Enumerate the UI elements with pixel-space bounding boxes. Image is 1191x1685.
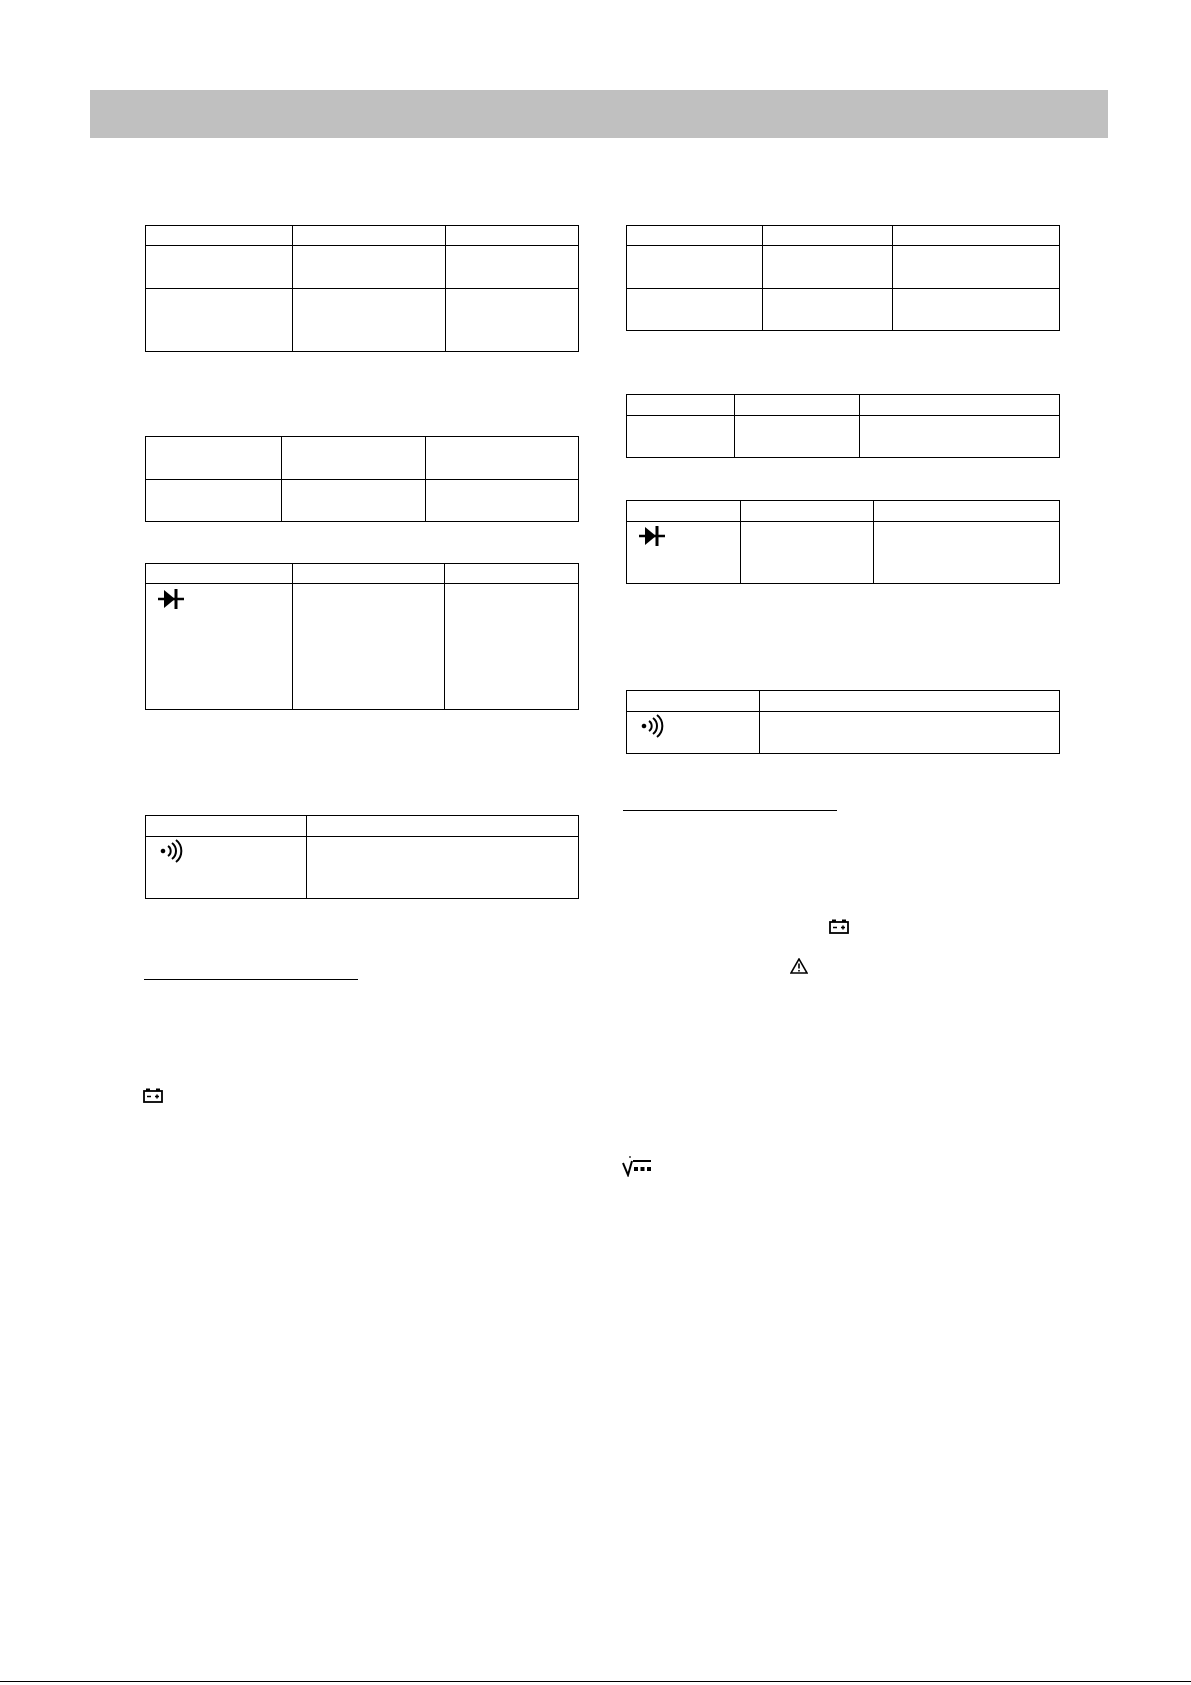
table-header-row — [146, 564, 579, 584]
table-row — [146, 480, 579, 522]
table-cell — [627, 712, 760, 754]
table-cell — [293, 584, 445, 710]
section-heading-underline-left — [144, 979, 358, 980]
table-cell — [893, 246, 1060, 289]
table-row — [146, 246, 579, 289]
table-cell — [293, 289, 446, 352]
table-cell — [146, 226, 293, 246]
table-cell — [627, 395, 735, 416]
table-header-row — [627, 226, 1060, 246]
spec-table-right-1 — [626, 225, 1060, 331]
table-cell — [763, 289, 893, 331]
table-cell — [445, 584, 579, 710]
continuity-spec-table-left — [145, 815, 579, 899]
table-cell — [741, 522, 874, 584]
table-cell — [426, 480, 579, 522]
table-header-row — [627, 395, 1060, 416]
diode-spec-table-right — [626, 500, 1060, 584]
table-cell — [445, 564, 579, 584]
table-row — [146, 837, 579, 899]
table-cell — [741, 501, 874, 522]
table-cell — [735, 416, 860, 458]
continuity-beeper-icon — [159, 839, 185, 863]
table-row — [146, 584, 579, 710]
continuity-beeper-icon — [640, 714, 666, 738]
table-cell — [307, 837, 579, 899]
table-cell — [446, 246, 579, 289]
continuity-spec-table-right — [626, 690, 1060, 754]
battery-icon — [829, 919, 849, 934]
table-cell — [446, 226, 579, 246]
table-cell — [282, 480, 426, 522]
table-header-row — [146, 816, 579, 837]
section-heading-underline-right — [623, 810, 837, 811]
table-row — [627, 289, 1060, 331]
table-cell — [146, 584, 293, 710]
table-cell — [760, 712, 1060, 754]
diode-icon — [158, 588, 184, 610]
table-cell — [763, 226, 893, 246]
table-cell — [426, 437, 579, 480]
table-cell — [146, 564, 293, 584]
table-cell — [627, 691, 760, 712]
table-cell — [627, 416, 735, 458]
table-row — [627, 712, 1060, 754]
table-cell — [760, 691, 1060, 712]
battery-icon — [143, 1088, 163, 1103]
table-cell — [307, 816, 579, 837]
warning-triangle-icon — [790, 958, 808, 974]
table-cell — [735, 395, 860, 416]
table-row — [146, 289, 579, 352]
table-cell — [627, 289, 763, 331]
table-row — [627, 246, 1060, 289]
table-cell — [627, 501, 741, 522]
table-cell — [860, 416, 1060, 458]
table-row — [627, 416, 1060, 458]
table-cell — [293, 564, 445, 584]
spec-table-left-2 — [145, 436, 579, 522]
table-cell — [446, 289, 579, 352]
spec-table-right-2 — [626, 394, 1060, 458]
table-cell — [282, 437, 426, 480]
table-cell — [763, 246, 893, 289]
spec-table-left-1 — [145, 225, 579, 352]
table-cell — [146, 437, 282, 480]
table-cell — [146, 837, 307, 899]
table-cell — [627, 522, 741, 584]
table-cell — [860, 395, 1060, 416]
table-row — [146, 437, 579, 480]
table-cell — [874, 501, 1060, 522]
dc-voltage-icon — [622, 1155, 652, 1177]
table-header-row — [146, 226, 579, 246]
table-cell — [146, 246, 293, 289]
table-cell — [874, 522, 1060, 584]
table-header-row — [627, 501, 1060, 522]
table-cell — [293, 226, 446, 246]
table-cell — [893, 226, 1060, 246]
table-row — [627, 522, 1060, 584]
table-cell — [293, 246, 446, 289]
table-cell — [146, 816, 307, 837]
table-cell — [893, 289, 1060, 331]
table-cell — [146, 289, 293, 352]
diode-icon — [639, 525, 665, 547]
table-header-row — [627, 691, 1060, 712]
diode-spec-table-left — [145, 563, 579, 710]
section-header-band — [90, 90, 1108, 138]
table-cell — [146, 480, 282, 522]
table-cell — [627, 226, 763, 246]
table-cell — [627, 246, 763, 289]
page-bottom-rule — [0, 1681, 1191, 1682]
